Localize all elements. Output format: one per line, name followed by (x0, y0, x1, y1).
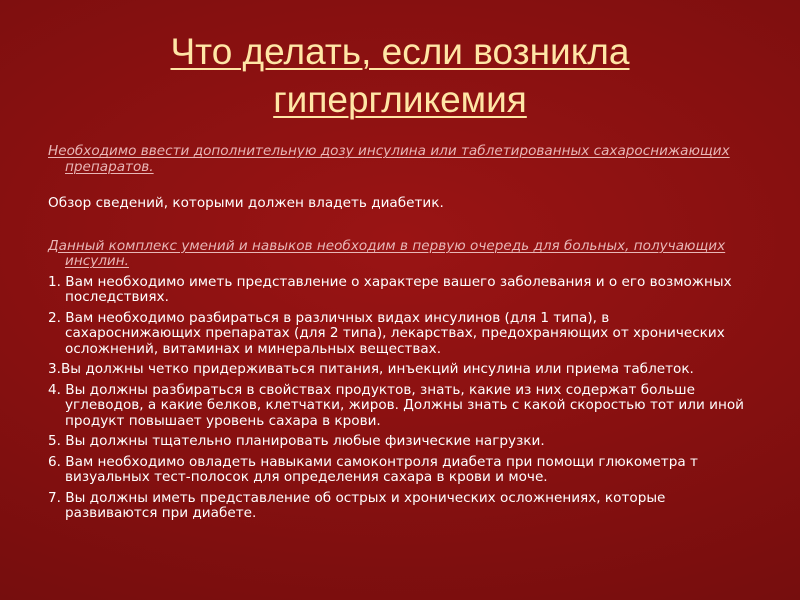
paragraph-skills-link[interactable]: Данный комплекс умений и навыков необходим в первую очередь для больных, получающих инсулин. (48, 237, 726, 269)
list-item-4: 4. Вы должны разбираться в свойствах продуктов, знать, какие из них содержат больше углеводов, а какие белков, клетчатки, жиров. Должны знать с какой скоростью тот или иной продукт повышает уровень сахара в крови. (48, 381, 744, 429)
list-item-5: 5. Вы должны тщательно планировать любые физические нагрузки. (48, 433, 545, 449)
list-item-2: 2. Вам необходимо разбираться в различных видах инсулинов (для 1 типа), в сахароснижающих препаратах (для 2 типа), лекарствах, предохраняющих от хронических осложнений, витаминах и минеральных веществах. (48, 309, 725, 357)
paragraph-insulin-dose-link[interactable]: Необходимо ввести дополнительную дозу инсулина или таблетированных сахароснижающих препаратов. (48, 143, 730, 175)
list-item-3: 3.Вы должны четко придерживаться питания, инъекций инсулина или приема таблеток. (48, 361, 694, 377)
slide-title: Что делать, если возникла гипергликемия (170, 31, 630, 120)
list-item-6: 6. Вам необходимо овладеть навыками самоконтроля диабета при помощи глюкометра т визуальных тест-полосок для определения сахара в крови и моче. (48, 453, 698, 485)
list-item-1: 1. Вам необходимо иметь представление о характере вашего заболевания и о его возможных последствиях. (48, 273, 732, 305)
paragraph-overview: Обзор сведений, которыми должен владеть диабетик. (48, 195, 444, 211)
list-item-7: 7. Вы должны иметь представление об острых и хронических осложнениях, которые развиваются при диабете. (48, 489, 666, 521)
slide-body (48, 144, 748, 522)
